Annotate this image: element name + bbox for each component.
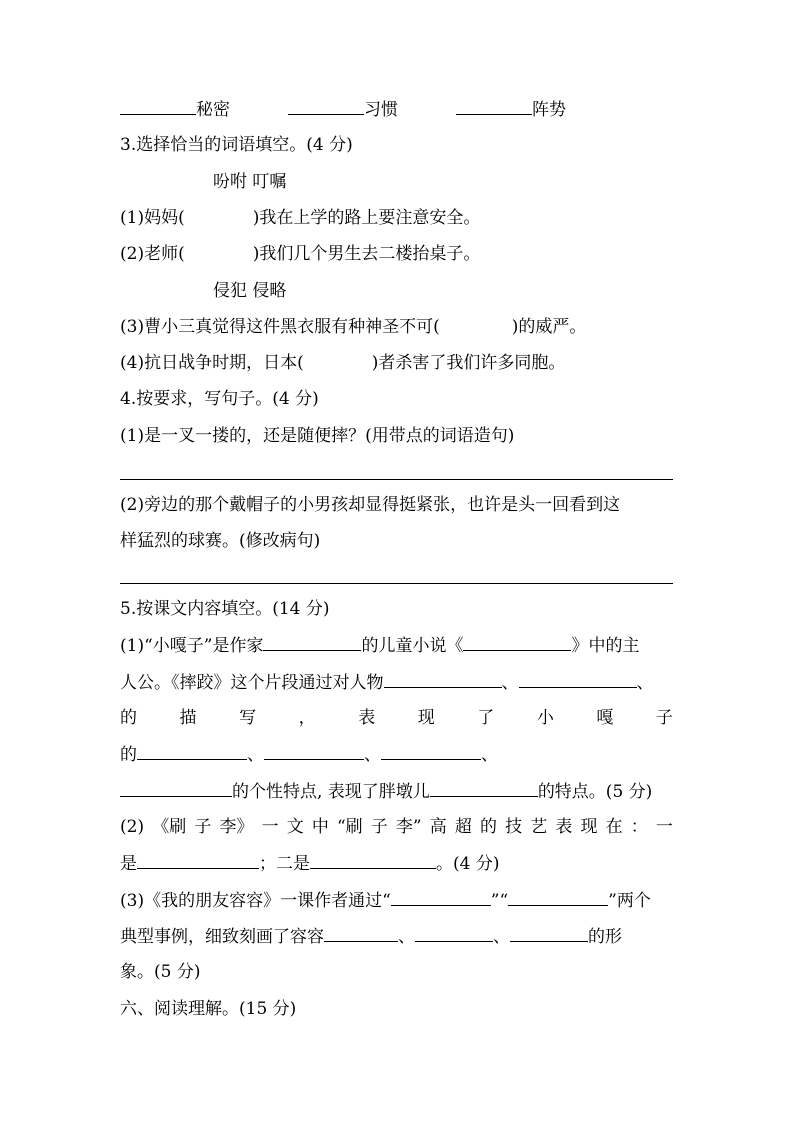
sentence-part: (3)曹小三真觉得这件黑衣服有种神圣不可( [120, 317, 440, 337]
text: 的个性特点, 表现了胖墩儿 [232, 782, 430, 802]
text: (1)“小嘎子”是作家 [120, 636, 264, 656]
word-2: 习惯 [364, 100, 398, 120]
text: 的形 [588, 927, 622, 947]
q3-sentence-3 [120, 316, 586, 338]
sentence-part: )的威严。 [511, 317, 587, 337]
q2-word-row [120, 98, 230, 121]
char: 表 [555, 817, 573, 837]
sentence-part: (4)抗日战争时期，日本( [120, 353, 304, 373]
char: 子 [655, 708, 673, 728]
char: ： [630, 817, 648, 837]
char: 技 [505, 817, 523, 837]
q3-word-group-1: 吩咐 叮嘱 [213, 172, 287, 192]
q5-line-5 [120, 780, 652, 803]
q5-line-9 [120, 925, 622, 948]
char: 现 [417, 708, 435, 728]
char: 写 [239, 708, 257, 728]
text: 的特点。(5 分) [537, 782, 653, 802]
blank[interactable] [137, 743, 247, 760]
text: 、 [364, 745, 381, 765]
q4-sentence-1: (1)是一叉一搂的，还是随便摔？(用带点的词语造句) [120, 426, 515, 446]
q6-title: 六、阅读理解。(15 分) [120, 999, 297, 1019]
blank[interactable] [391, 889, 491, 906]
blank[interactable] [324, 925, 398, 942]
q3-sentence-1 [120, 207, 480, 229]
paren-blank[interactable] [440, 316, 512, 332]
blank[interactable] [288, 98, 364, 115]
char: 小 [536, 708, 554, 728]
blank[interactable] [463, 634, 571, 651]
char: 嘎 [596, 708, 614, 728]
blank[interactable] [508, 889, 608, 906]
char: 现 [580, 817, 598, 837]
char: 的 [120, 708, 137, 728]
blank[interactable] [456, 98, 532, 115]
blank[interactable] [381, 743, 481, 760]
char: 中 [311, 817, 329, 837]
blank[interactable] [415, 925, 493, 942]
char: 李” [395, 817, 422, 837]
q3-sentence-4 [120, 352, 565, 374]
char: 《刷 [152, 817, 187, 837]
q2-word-2-group [288, 98, 398, 121]
blank[interactable] [120, 98, 196, 115]
text: 的 [120, 745, 137, 765]
sentence-part: )我们几个男生去二楼抬桌子。 [252, 244, 481, 264]
char: 文 [286, 817, 304, 837]
blank[interactable] [137, 852, 259, 869]
text: ”两个 [608, 891, 651, 911]
q5-line-1 [120, 634, 639, 657]
text: (3)《我的朋友容容》一课作者通过“ [120, 891, 391, 911]
char: (2) [120, 817, 145, 837]
char: 子 [370, 817, 388, 837]
blank[interactable] [510, 925, 588, 942]
word-1: 秘密 [196, 100, 230, 120]
text: 、 [398, 927, 415, 947]
blank[interactable] [263, 634, 361, 651]
text: 人公。《摔跤》这个片段通过对人物 [120, 673, 384, 693]
char: 子 [194, 817, 212, 837]
q4-sentence-2b: 样猛烈的球赛。(修改病句) [120, 531, 321, 551]
char: 的 [480, 817, 497, 837]
q5-line-2 [120, 671, 654, 694]
char: 表 [358, 708, 376, 728]
sentence-part: )我在上学的路上要注意安全。 [252, 208, 481, 228]
q4-sentence-2a: (2)旁边的那个戴帽子的小男孩却显得挺紧张，也许是头一回看到这 [120, 495, 621, 515]
answer-line-1[interactable] [120, 479, 673, 480]
char: 一 [261, 817, 279, 837]
q3-title: 3.选择恰当的词语填空。(4 分) [120, 135, 353, 155]
text: 典型事例，细致刻画了容容 [120, 927, 324, 947]
text: 、 [501, 673, 519, 693]
text: 、 [636, 673, 654, 693]
q5-line-7 [120, 852, 499, 875]
blank[interactable] [384, 671, 502, 688]
paren-blank[interactable] [304, 352, 372, 368]
text: 的儿童小说《 [361, 636, 464, 656]
q5-line-6 [120, 816, 673, 838]
q5-line-4 [120, 743, 498, 766]
q3-word-group-2: 侵犯 侵略 [213, 281, 287, 301]
blank[interactable] [310, 852, 436, 869]
char: ， [298, 708, 316, 728]
q5-line-10: 象。(5 分) [120, 962, 201, 982]
text: 。(4 分) [436, 854, 500, 874]
q5-title: 5.按课文内容填空。(14 分) [120, 599, 330, 619]
text: 、 [481, 745, 498, 765]
char: 描 [179, 708, 197, 728]
sentence-part: )者杀害了我们许多同胞。 [371, 353, 566, 373]
q5-line-8 [120, 889, 651, 912]
char: 高 [429, 817, 447, 837]
char: 了 [477, 708, 495, 728]
text: ；二是 [259, 854, 310, 874]
char: 在 [605, 817, 623, 837]
text: 》中的主 [571, 636, 640, 656]
answer-line-2[interactable] [120, 583, 673, 584]
q5-line-3 [120, 707, 673, 729]
text: 、 [493, 927, 510, 947]
char: 一 [655, 817, 673, 837]
text: 、 [247, 745, 264, 765]
text: 是 [120, 854, 137, 874]
char: “刷 [336, 817, 363, 837]
q4-title: 4.按要求，写句子。(4 分) [120, 389, 319, 409]
char: 超 [454, 817, 472, 837]
sentence-part: (2)老师( [120, 244, 185, 264]
text: ”“ [490, 891, 509, 911]
char: 李》 [219, 817, 254, 837]
word-3: 阵势 [532, 100, 566, 120]
q3-sentence-2 [120, 243, 480, 265]
blank[interactable] [264, 743, 364, 760]
blank[interactable] [430, 780, 538, 797]
blank[interactable] [120, 780, 232, 797]
paren-blank[interactable] [185, 207, 253, 223]
q2-word-3-group [456, 98, 566, 121]
sentence-part: (1)妈妈( [120, 208, 185, 228]
paren-blank[interactable] [185, 243, 253, 259]
blank[interactable] [519, 671, 637, 688]
char: 艺 [530, 817, 548, 837]
